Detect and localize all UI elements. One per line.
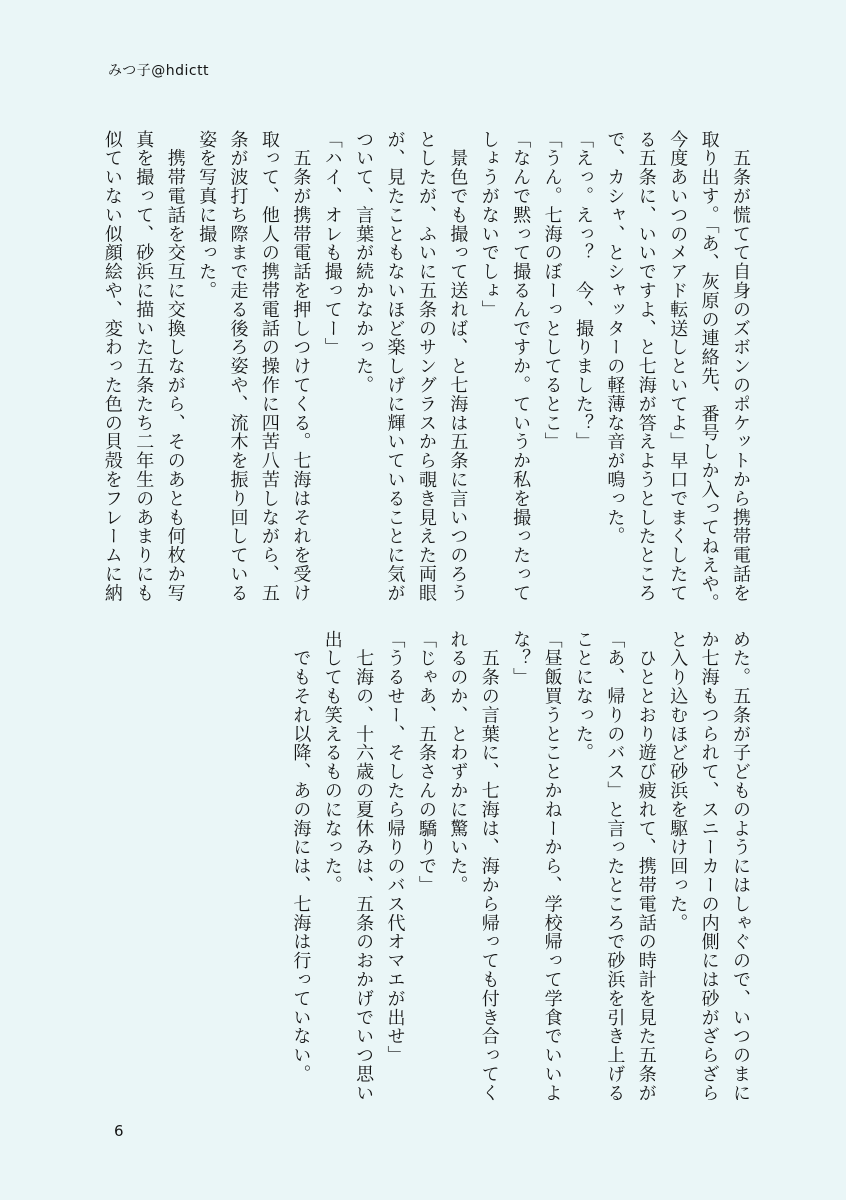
text-line: 今度あいつのメアド転送しといてよ」早口でまくしたて — [667, 130, 689, 603]
text-line: 姿を写真に撮った。 — [196, 130, 218, 301]
text-line: か七海もつられて、スニーカーの内側には砂がざらざら — [698, 630, 720, 1103]
text-line: 「うん。七海のぼーっとしてるとこ」 — [541, 130, 563, 452]
text-line: 出しても笑えるものになった。 — [321, 630, 343, 895]
text-line: 取り出す。「あ、灰原の連絡先、番号しか入ってねえや。 — [698, 130, 720, 613]
text-line: る五条に、いいですよ、と七海が答えようとしたところ — [635, 130, 657, 603]
text-line: でもそれ以降、あの海には、七海は行っていない。 — [290, 630, 312, 1084]
text-line: な？」 — [510, 630, 532, 687]
text-line: 似ていない似顔絵や、変わった色の貝殻をフレームに納 — [101, 130, 123, 603]
text-line: 取って、他人の携帯電話の操作に四苦八苦しながら、五 — [258, 130, 280, 603]
text-line: 「うるせー、そしたら帰りのバス代オマエが出せ」 — [384, 630, 406, 1065]
text-line: 「じゃあ、五条さんの驕りで」 — [415, 630, 437, 895]
text-line: 「ハイ、オレも撮ってー」 — [321, 130, 343, 357]
text-block-top — [96, 130, 756, 613]
text-line: ついて、言葉が続かなかった。 — [353, 130, 375, 395]
text-line: 携帯電話を交互に交換しながら、そのあとも何枚か写 — [164, 130, 186, 603]
text-line: ことになった。 — [572, 630, 594, 763]
text-line: 五条が慌てて自身のズボンのポケットから携帯電話を — [730, 130, 751, 603]
text-line: 「あ、帰りのバス」と言ったところで砂浜を引き上げる — [604, 630, 626, 1103]
text-line: 真を撮って、砂浜に描いた五条たち二年生のあまりにも — [133, 130, 155, 603]
text-line: 五条の言葉に、七海は、海から帰っても付き合ってく — [478, 630, 500, 1103]
text-block-bottom — [285, 630, 756, 1103]
text-line: 「なんで黙って撮るんですか。ていうか私を撮ったって — [510, 130, 532, 603]
text-line: 条が波打ち際まで走る後ろ姿や、流木を振り回している — [227, 130, 249, 603]
text-line: と入り込むほど砂浜を駆け回った。 — [667, 630, 689, 933]
text-line: で、カシャ、とシャッターの軽薄な音が鳴った。 — [604, 130, 626, 546]
text-line: ひととおり遊び疲れて、携帯電話の時計を見た五条が — [635, 630, 657, 1103]
text-line: 「昼飯買うとことかねーから、学校帰って学食でいいよ — [541, 630, 563, 1103]
text-line: しょうがないでしょ」 — [478, 130, 500, 319]
text-line: 五条が携帯電話を押しつけてくる。七海はそれを受け — [290, 130, 312, 603]
text-line: 七海の、十六歳の夏休みは、五条のおかげでいつ思い — [353, 630, 375, 1103]
text-line: 「えっ。えっ？ 今、撮りました？」 — [572, 130, 594, 452]
text-line: れるのか、とわずかに驚いた。 — [447, 630, 469, 895]
page-number: 6 — [114, 1122, 124, 1140]
text-line: めた。五条が子どものようにはしゃぐので、いつのまに — [730, 630, 751, 1103]
text-line: 景色でも撮って送れば、と七海は五条に言いつのろう — [447, 130, 469, 603]
text-line: が、見たこともないほど楽しげに輝いていることに気が — [384, 130, 406, 603]
text-line: としたが、ふいに五条のサングラスから覗き見えた両眼 — [415, 130, 437, 603]
author-header: みつ子@hdictt — [108, 63, 210, 79]
